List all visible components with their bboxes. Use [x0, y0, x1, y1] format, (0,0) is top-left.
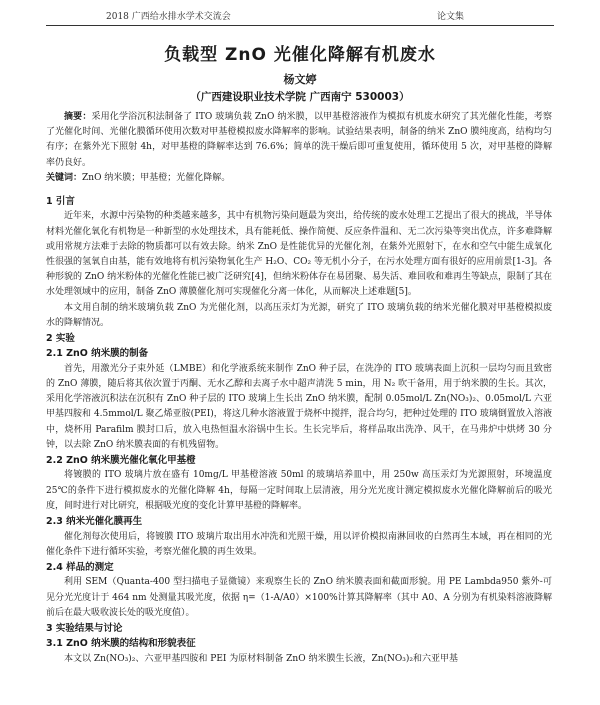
abstract-label: 摘要： — [64, 112, 92, 122]
abstract-text: 采用化学浴沉积法制备了 ITO 玻璃负载 ZnO 纳米膜，以甲基橙溶液作为模拟有机废水研究了其光催化性能，考察了光催化时间、光催化膜循环使用次数对甲基橙模拟废水降解率的影响。试验结果表明，制备的纳米 ZnO 膜纯度高，结构均匀有序；在紫外光下照射 4h，对甲基橙的降解率达到 76.6%；简单的洗干燥后即可重复使用，循环使用 5 次，对甲基橙的降解率仍良好。 — [46, 112, 552, 168]
conference-name: 2018 广西给水排水学术交流会 — [106, 12, 231, 22]
keywords — [46, 171, 552, 186]
experiment-heading: 2 实验 — [46, 333, 75, 345]
section-3-1-heading: 3.1 ZnO 纳米膜的结构和形貌表征 — [46, 638, 196, 650]
section-2-3-paragraph: 催化剂每次使用后，将镀膜 ITO 玻璃片取出用水冲洗和光照干燥，用以评价模拟南淋回收的白然再生本域，再在相同的光催化条件下进行循环实验，考察光催化膜的再生效果。 — [46, 531, 552, 557]
running-header — [46, 9, 554, 26]
section-2-1-paragraph: 首先，用激光分子束外延（LMBE）和化学液系统来制作 ZnO 种子层，在洗净的 ITO 玻璃表面上沉积一层均匀而且致密的 ZnO 薄膜，随后将其依次置于丙酮、无水乙醇和去离子水中超声清洗 5 min，用 N₂ 吹干备用，用于纳米膜的生长。其次，采用化学溶液沉积法在沉积有 ZnO 种子层的 ITO 玻璃上生长出 ZnO 纳米膜，配制 0.05mol/L Zn(NO₃)₂、0.05mol/L 六亚甲基四胺和 4.5mmol/L 聚乙烯亚胺(PEI)，将这几种水溶液置于烧杯中搅拌，混合均匀，把种过处理的 ITO 玻璃倒置放入溶液中，烧杯用 Parafilm 膜封口后，放入电热恒温水浴锅中生长。生长完毕后，将样品取出洗净、风干，在马弗炉中烘烤 30 分钟，以去除 ZnO 纳米膜表面的有机残留物。 — [46, 363, 552, 450]
intro-paragraph-1: 近年来，水源中污染物的种类越来越多，其中有机物污染问题最为突出，给传统的废水处理工艺提出了很大的挑战，半导体材料光催化氧化有机物是一种新型的水处理技术，具有能耗低、操作简便、反应条件温和、无二次污染等突出优点，许多难降解或用常规方法难于去除的物质都可以有效去除。纳米 ZnO 是性能优异的光催化剂，在紫外光照射下，在水和空气中能生成氧化性很强的氢氧自由基，能有效地将有机污染物氧化生产 H₂O、CO₂ 等无机小分子，在污水处理方面有很好的应用前景[1-3]。各种形貌的 ZnO 纳米粉体的光催化性能已被广泛研究[4]，但纳米粉体存在易团聚、易失活、难回收和难再生等缺点，限制了其在水处理领域中的应用，制备 ZnO 薄膜催化剂可实现催化分离一体化，从而解决上述难题[5]。 — [46, 211, 552, 298]
affiliation: （广西建设职业技术学院 广西南宁 530003） — [190, 91, 410, 103]
results-heading: 3 实验结果与讨论 — [46, 622, 123, 634]
keywords-text: ZnO 纳米膜；甲基橙；光催化降解。 — [82, 172, 231, 183]
section-2-1-heading: 2.1 ZnO 纳米膜的制备 — [46, 348, 149, 360]
title-block — [46, 40, 554, 104]
section-2-4-paragraph: 利用 SEM（Quanta-400 型扫描电子显微镜）来观察生长的 ZnO 纳米膜表面和截面形貌。用 PE Lambda950 紫外-可见分光光度计于 464 nm 处测量其吸光度，依据 η=（1-A/A0）×100%计算其降解率（其中 A0、A 分别为有机染料溶液降解前后在最大吸收波长处的吸光度值）。 — [46, 577, 552, 618]
section-2-3-heading: 2.3 纳米光催化膜再生 — [46, 516, 143, 528]
paper-body — [46, 110, 552, 667]
paper-title: 负载型 ZnO 光催化降解有机废水 — [164, 45, 436, 65]
section-2-2-heading: 2.2 ZnO 纳米膜光催化氧化甲基橙 — [46, 455, 196, 467]
section-2-4-heading: 2.4 样品的测定 — [46, 561, 114, 573]
proceedings-label: 论文集 — [436, 12, 464, 22]
author: 杨文婷 — [283, 73, 317, 86]
section-2-2-paragraph: 将镀膜的 ITO 玻璃片放在盛有 10mg/L 甲基橙溶液 50ml 的玻璃培养皿中，用 250w 高压汞灯为光源照射，环境温度 25℃的条件下进行模拟废水的光催化降解 4h，每隔一定时间取上层清液，用分光光度计测定模拟废水光催化降解前后的吸光度，间时进行对比研究，根据吸光度的变化计算甲基橙的降解率。 — [46, 470, 552, 511]
intro-paragraph-2: 本文用自制的纳米玻璃负载 ZnO 为光催化剂，以高压汞灯为光源，研究了 ITO 玻璃负载的纳米光催化膜对甲基橙模拟废水的降解情况。 — [46, 302, 552, 328]
abstract — [46, 110, 552, 171]
keywords-label: 关键词： — [46, 172, 83, 183]
intro-heading: 1 引言 — [46, 196, 75, 208]
section-3-1-paragraph: 本文以 Zn(NO₃)₂、六亚甲基四胺和 PEI 为原材料制备 ZnO 纳米膜生长液，Zn(NO₃)₂和六亚甲基 — [64, 653, 458, 664]
